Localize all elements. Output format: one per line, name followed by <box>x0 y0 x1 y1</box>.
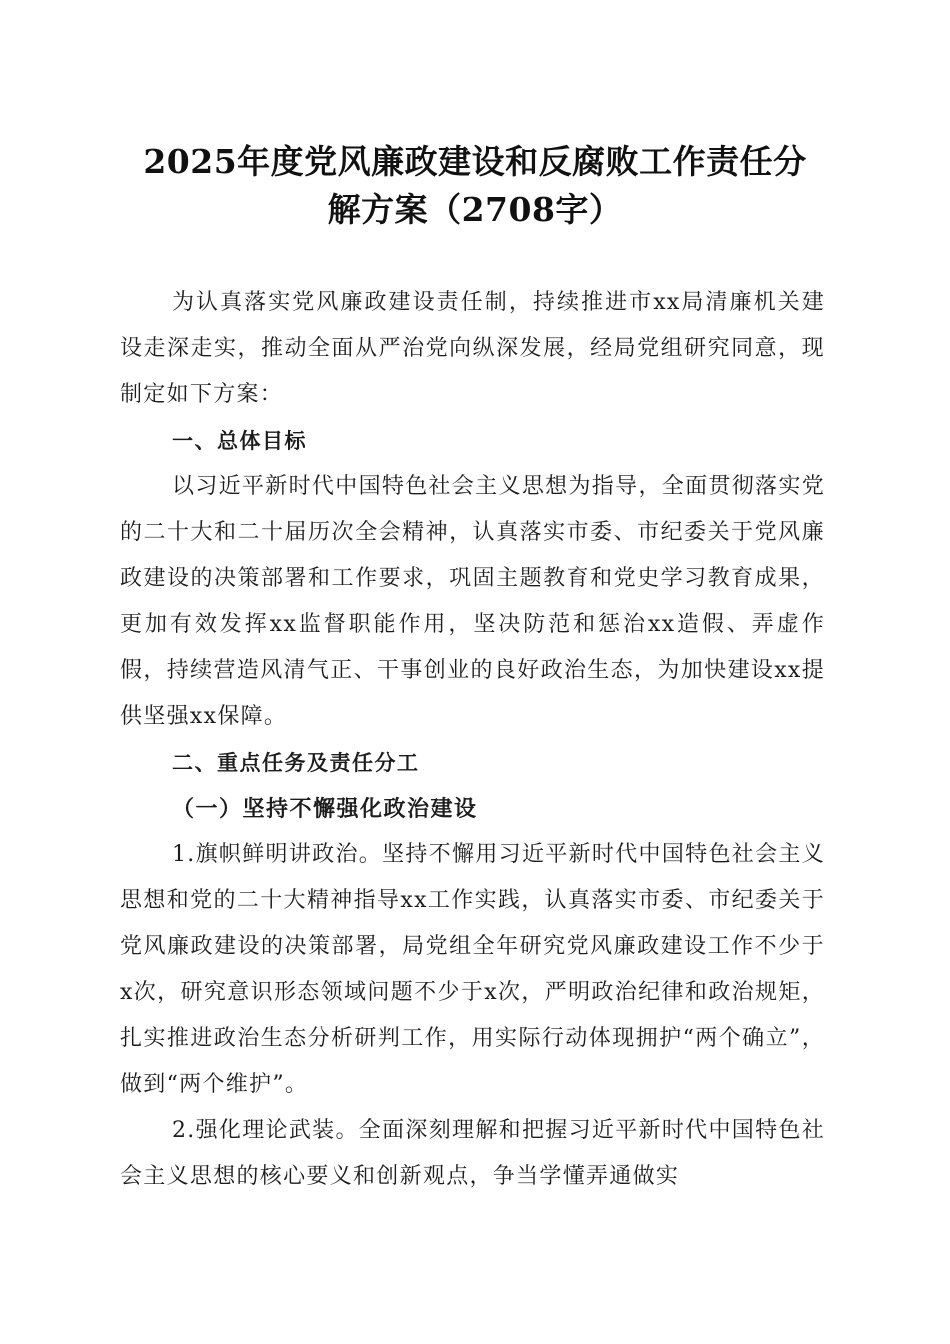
task-item-2-paragraph: 2.强化理论武装。全面深刻理解和把握习近平新时代中国特色社会主义思想的核心要义和创新观点，争当学懂弄通做实 <box>120 1118 825 1189</box>
title-line-2: 解方案（2708字） <box>327 190 623 229</box>
intro-paragraph: 为认真落实党风廉政建设责任制，持续推进市xx局清廉机关建设走深走实，推动全面从严治党向纵深发展，经局党组研究同意，现制定如下方案： <box>120 290 825 407</box>
overall-goal-paragraph: 以习近平新时代中国特色社会主义思想为指导，全面贯彻落实党的二十大和二十届历次全会精神，认真落实市委、市纪委关于党风廉政建设的决策部署和工作要求，巩固主题教育和党史学习教育成果，更加有效发挥xx监督职能作用，坚决防范和惩治xx造假、弄虚作假，持续营造风清气正、干事创业的良好政治生态，为加快建设xx提供坚强xx保障。 <box>120 474 825 729</box>
document-body <box>120 280 825 1200</box>
subsection-heading-political-building: （一）坚持不懈强化政治建设 <box>172 796 478 822</box>
section-heading-key-tasks: 二、重点任务及责任分工 <box>172 751 420 775</box>
section-heading-overall-goal: 一、总体目标 <box>172 429 307 453</box>
task-item-1-paragraph: 1.旗帜鲜明讲政治。坚持不懈用习近平新时代中国特色社会主义思想和党的二十大精神指导xx工作实践，认真落实市委、市纪委关于党风廉政建设的决策部署，局党组全年研究党风廉政建设工作不少于x次，研究意识形态领域问题不少于x次，严明政治纪律和政治规矩，扎实推进政治生态分析研判工作，用实际行动体现拥护“两个确立”，做到“两个维护”。 <box>120 842 825 1097</box>
document-title <box>120 138 830 234</box>
title-line-1: 2025年度党风廉政建设和反腐败工作责任分 <box>143 142 807 181</box>
